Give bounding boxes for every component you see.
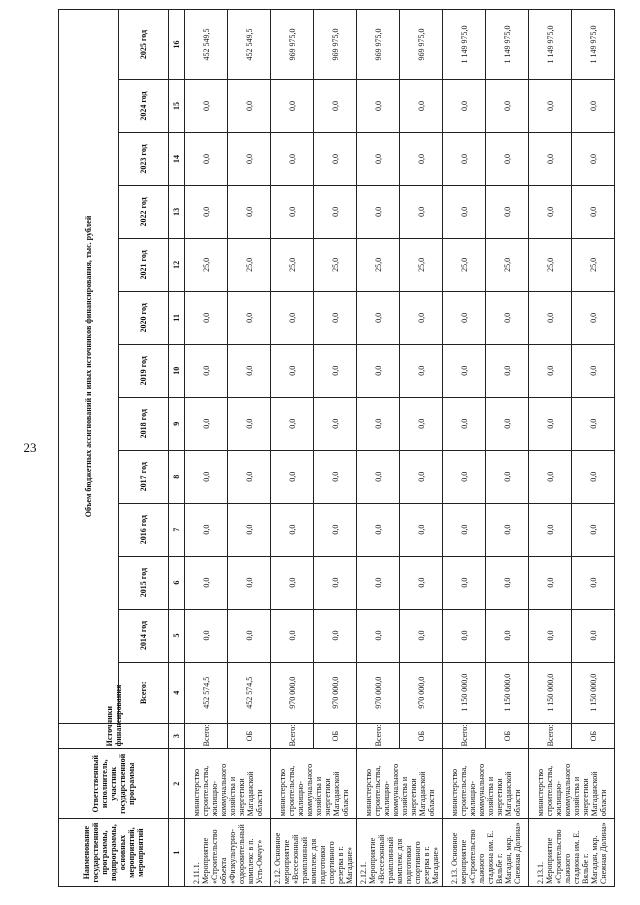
year-value: 0,0 bbox=[529, 132, 572, 185]
year-value: 0,0 bbox=[529, 80, 572, 133]
header-year: 2014 год bbox=[119, 609, 169, 662]
year-value: 0,0 bbox=[486, 503, 529, 556]
year-value: 0,0 bbox=[486, 397, 529, 450]
year-value: 0,0 bbox=[357, 132, 400, 185]
year-value: 0,0 bbox=[486, 450, 529, 503]
year-value: 0,0 bbox=[228, 185, 271, 238]
year-value: 0,0 bbox=[357, 80, 400, 133]
total-value: 452 574,5 bbox=[185, 662, 228, 723]
year-value: 0,0 bbox=[400, 80, 443, 133]
year-value: 0,0 bbox=[185, 450, 228, 503]
year-value: 0,0 bbox=[529, 397, 572, 450]
year-value: 0,0 bbox=[400, 397, 443, 450]
col-number: 7 bbox=[169, 503, 185, 556]
header-year: 2019 год bbox=[119, 344, 169, 397]
year-value: 0,0 bbox=[572, 556, 615, 609]
year-value: 0,0 bbox=[572, 397, 615, 450]
funding-source: ОБ bbox=[314, 723, 357, 748]
col-number: 14 bbox=[169, 132, 185, 185]
activity-name: 2.12. Основное мероприятие «Всесезонный трамплинный комплекс для подготовки спортивного резерва в г. Магадане» bbox=[271, 819, 357, 887]
header-responsible: Ответственный исполнитель, участник государственной программы bbox=[59, 749, 169, 819]
year-value: 0,0 bbox=[271, 556, 314, 609]
table-row bbox=[271, 10, 314, 887]
funding-source: ОБ bbox=[486, 723, 529, 748]
header-year: 2015 год bbox=[119, 556, 169, 609]
year-value: 969 975,0 bbox=[271, 10, 314, 80]
activity-name: 2.12.1. Мероприятие «Всесезонный трамплинный комплекс для подготовки спортивного резерва в г. Магадане» bbox=[357, 819, 443, 887]
year-value: 0,0 bbox=[357, 291, 400, 344]
year-value: 1 149 975,0 bbox=[529, 10, 572, 80]
year-value: 0,0 bbox=[271, 291, 314, 344]
year-value: 1 149 975,0 bbox=[486, 10, 529, 80]
year-value: 0,0 bbox=[185, 556, 228, 609]
year-value: 0,0 bbox=[228, 397, 271, 450]
year-value: 0,0 bbox=[572, 80, 615, 133]
year-value: 0,0 bbox=[228, 503, 271, 556]
year-value: 0,0 bbox=[228, 291, 271, 344]
year-value: 0,0 bbox=[529, 185, 572, 238]
funding-source: Всего: bbox=[357, 723, 400, 748]
responsible-executor: министерство строительства, жилищно-коммунального хозяйства и энергетики Магаданской области bbox=[271, 749, 357, 819]
col-number: 11 bbox=[169, 291, 185, 344]
year-value: 0,0 bbox=[228, 80, 271, 133]
table-row bbox=[357, 10, 400, 887]
year-value: 25,0 bbox=[228, 238, 271, 291]
col-number: 9 bbox=[169, 397, 185, 450]
year-value: 25,0 bbox=[271, 238, 314, 291]
year-value: 0,0 bbox=[486, 80, 529, 133]
year-value: 0,0 bbox=[400, 291, 443, 344]
header-total: Всего: bbox=[119, 662, 169, 723]
year-value: 0,0 bbox=[400, 556, 443, 609]
funding-source: ОБ bbox=[400, 723, 443, 748]
year-value: 25,0 bbox=[529, 238, 572, 291]
col-number: 10 bbox=[169, 344, 185, 397]
year-value: 0,0 bbox=[357, 397, 400, 450]
year-value: 0,0 bbox=[443, 80, 486, 133]
header-source: Источники финансирования bbox=[59, 723, 169, 748]
responsible-executor: министерство строительства, жилищно-коммунального хозяйства и энергетики Магаданской области bbox=[529, 749, 615, 819]
year-value: 0,0 bbox=[486, 556, 529, 609]
year-value: 25,0 bbox=[185, 238, 228, 291]
year-value: 0,0 bbox=[314, 397, 357, 450]
header-funding-group: Объем бюджетных ассигнований и иных источников финансирования, тыс. рублей bbox=[59, 10, 119, 724]
total-value: 452 574,5 bbox=[228, 662, 271, 723]
year-value: 0,0 bbox=[357, 556, 400, 609]
year-value: 0,0 bbox=[314, 556, 357, 609]
year-value: 0,0 bbox=[185, 397, 228, 450]
header-year: 2017 год bbox=[119, 450, 169, 503]
table-body bbox=[185, 10, 615, 887]
year-value: 25,0 bbox=[443, 238, 486, 291]
year-value: 0,0 bbox=[185, 132, 228, 185]
header-year: 2025 год bbox=[119, 10, 169, 80]
year-value: 0,0 bbox=[443, 132, 486, 185]
year-value: 0,0 bbox=[314, 291, 357, 344]
funding-source: Всего: bbox=[529, 723, 572, 748]
col-number: 1 bbox=[169, 819, 185, 887]
year-value: 0,0 bbox=[185, 185, 228, 238]
year-value: 0,0 bbox=[572, 185, 615, 238]
header-name: Наименование государственной программы, подпрограммы, основных мероприятий, мероприятий bbox=[59, 819, 169, 887]
year-value: 0,0 bbox=[314, 80, 357, 133]
total-value: 1 150 000,0 bbox=[529, 662, 572, 723]
col-number: 12 bbox=[169, 238, 185, 291]
year-value: 0,0 bbox=[400, 344, 443, 397]
year-value: 25,0 bbox=[400, 238, 443, 291]
col-number: 2 bbox=[169, 749, 185, 819]
activity-name: 2.11.1. Мероприятие «Строительство объекта «Физкультурно-оздоровительный комплекс в п. Усть-Омчуг» bbox=[185, 819, 271, 887]
total-value: 1 150 000,0 bbox=[486, 662, 529, 723]
year-value: 0,0 bbox=[357, 344, 400, 397]
year-value: 0,0 bbox=[357, 450, 400, 503]
year-value: 0,0 bbox=[572, 609, 615, 662]
year-value: 0,0 bbox=[529, 503, 572, 556]
year-value: 0,0 bbox=[271, 397, 314, 450]
funding-source: Всего: bbox=[185, 723, 228, 748]
year-value: 25,0 bbox=[314, 238, 357, 291]
year-value: 0,0 bbox=[228, 556, 271, 609]
year-value: 452 549,5 bbox=[185, 10, 228, 80]
year-value: 0,0 bbox=[572, 291, 615, 344]
year-value: 0,0 bbox=[572, 344, 615, 397]
year-value: 0,0 bbox=[486, 132, 529, 185]
year-value: 0,0 bbox=[228, 132, 271, 185]
total-value: 970 000,0 bbox=[271, 662, 314, 723]
year-value: 452 549,5 bbox=[228, 10, 271, 80]
year-value: 0,0 bbox=[357, 609, 400, 662]
responsible-executor: министерство строительства, жилищно-коммунального хозяйства и энергетики Магаданской области bbox=[357, 749, 443, 819]
year-value: 0,0 bbox=[443, 450, 486, 503]
year-value: 0,0 bbox=[314, 609, 357, 662]
activity-name: 2.13. Основное мероприятие «Строительство лыжного стадиона им. Е. Вяльбе г. Магадан, мкр. Снежная Долина» bbox=[443, 819, 529, 887]
year-value: 0,0 bbox=[529, 556, 572, 609]
col-number: 6 bbox=[169, 556, 185, 609]
year-value: 0,0 bbox=[228, 609, 271, 662]
year-value: 0,0 bbox=[400, 185, 443, 238]
year-value: 0,0 bbox=[443, 556, 486, 609]
table-row bbox=[185, 10, 228, 887]
year-value: 969 975,0 bbox=[314, 10, 357, 80]
total-value: 1 150 000,0 bbox=[572, 662, 615, 723]
year-value: 1 149 975,0 bbox=[443, 10, 486, 80]
col-number: 4 bbox=[169, 662, 185, 723]
col-number: 13 bbox=[169, 185, 185, 238]
column-number-row bbox=[169, 10, 185, 887]
year-value: 0,0 bbox=[271, 450, 314, 503]
year-value: 0,0 bbox=[314, 450, 357, 503]
year-value: 0,0 bbox=[486, 185, 529, 238]
header-year: 2020 год bbox=[119, 291, 169, 344]
year-value: 0,0 bbox=[529, 291, 572, 344]
col-number: 8 bbox=[169, 450, 185, 503]
year-value: 0,0 bbox=[314, 185, 357, 238]
year-value: 0,0 bbox=[443, 185, 486, 238]
year-value: 0,0 bbox=[529, 609, 572, 662]
header-year: 2022 год bbox=[119, 185, 169, 238]
year-value: 0,0 bbox=[314, 344, 357, 397]
col-number: 3 bbox=[169, 723, 185, 748]
year-value: 0,0 bbox=[529, 450, 572, 503]
year-value: 0,0 bbox=[185, 291, 228, 344]
year-value: 0,0 bbox=[529, 344, 572, 397]
col-number: 15 bbox=[169, 80, 185, 133]
year-value: 0,0 bbox=[357, 185, 400, 238]
year-value: 0,0 bbox=[185, 609, 228, 662]
year-value: 0,0 bbox=[400, 503, 443, 556]
year-value: 0,0 bbox=[443, 397, 486, 450]
col-number: 16 bbox=[169, 10, 185, 80]
year-value: 0,0 bbox=[357, 503, 400, 556]
year-value: 0,0 bbox=[228, 344, 271, 397]
year-value: 0,0 bbox=[400, 132, 443, 185]
year-value: 25,0 bbox=[486, 238, 529, 291]
header-year: 2021 год bbox=[119, 238, 169, 291]
header-year: 2016 год bbox=[119, 503, 169, 556]
year-value: 0,0 bbox=[486, 291, 529, 344]
year-value: 1 149 975,0 bbox=[572, 10, 615, 80]
year-value: 0,0 bbox=[400, 609, 443, 662]
year-value: 969 975,0 bbox=[357, 10, 400, 80]
rotated-table-wrapper bbox=[58, 9, 610, 887]
responsible-executor: министерство строительства, жилищно-коммунального хозяйства и энергетики Магаданской области bbox=[185, 749, 271, 819]
header-year: 2024 год bbox=[119, 80, 169, 133]
funding-source: Всего: bbox=[271, 723, 314, 748]
year-value: 0,0 bbox=[486, 609, 529, 662]
year-value: 0,0 bbox=[271, 609, 314, 662]
year-value: 0,0 bbox=[572, 132, 615, 185]
year-value: 0,0 bbox=[271, 344, 314, 397]
total-value: 1 150 000,0 bbox=[443, 662, 486, 723]
year-value: 0,0 bbox=[271, 80, 314, 133]
funding-source: ОБ bbox=[572, 723, 615, 748]
year-value: 0,0 bbox=[443, 503, 486, 556]
year-value: 0,0 bbox=[228, 450, 271, 503]
year-value: 0,0 bbox=[271, 132, 314, 185]
year-value: 0,0 bbox=[185, 80, 228, 133]
year-value: 25,0 bbox=[572, 238, 615, 291]
page-number: 23 bbox=[23, 440, 37, 455]
table-row bbox=[443, 10, 486, 887]
responsible-executor: министерство строительства, жилищно-коммунального хозяйства и энергетики Магаданской области bbox=[443, 749, 529, 819]
total-value: 970 000,0 bbox=[314, 662, 357, 723]
year-value: 0,0 bbox=[443, 344, 486, 397]
year-value: 0,0 bbox=[572, 450, 615, 503]
funding-source: ОБ bbox=[228, 723, 271, 748]
year-value: 25,0 bbox=[357, 238, 400, 291]
year-value: 0,0 bbox=[443, 291, 486, 344]
funding-source: Всего: bbox=[443, 723, 486, 748]
year-value: 0,0 bbox=[271, 185, 314, 238]
total-value: 970 000,0 bbox=[357, 662, 400, 723]
header-year: 2023 год bbox=[119, 132, 169, 185]
year-value: 0,0 bbox=[271, 503, 314, 556]
total-value: 970 000,0 bbox=[400, 662, 443, 723]
year-value: 0,0 bbox=[572, 503, 615, 556]
table-row bbox=[529, 10, 572, 887]
year-value: 0,0 bbox=[443, 609, 486, 662]
year-value: 0,0 bbox=[314, 132, 357, 185]
header-year: 2018 год bbox=[119, 397, 169, 450]
year-value: 0,0 bbox=[185, 503, 228, 556]
year-value: 0,0 bbox=[185, 344, 228, 397]
year-value: 0,0 bbox=[400, 450, 443, 503]
year-value: 0,0 bbox=[486, 344, 529, 397]
activity-name: 2.13.1. Мероприятие «Строительство лыжного стадиона им. Е. Вяльбе г. Магадан, мкр. Снежная Долина» bbox=[529, 819, 615, 887]
col-number: 5 bbox=[169, 609, 185, 662]
year-value: 0,0 bbox=[314, 503, 357, 556]
budget-table bbox=[58, 9, 615, 887]
year-value: 969 975,0 bbox=[400, 10, 443, 80]
